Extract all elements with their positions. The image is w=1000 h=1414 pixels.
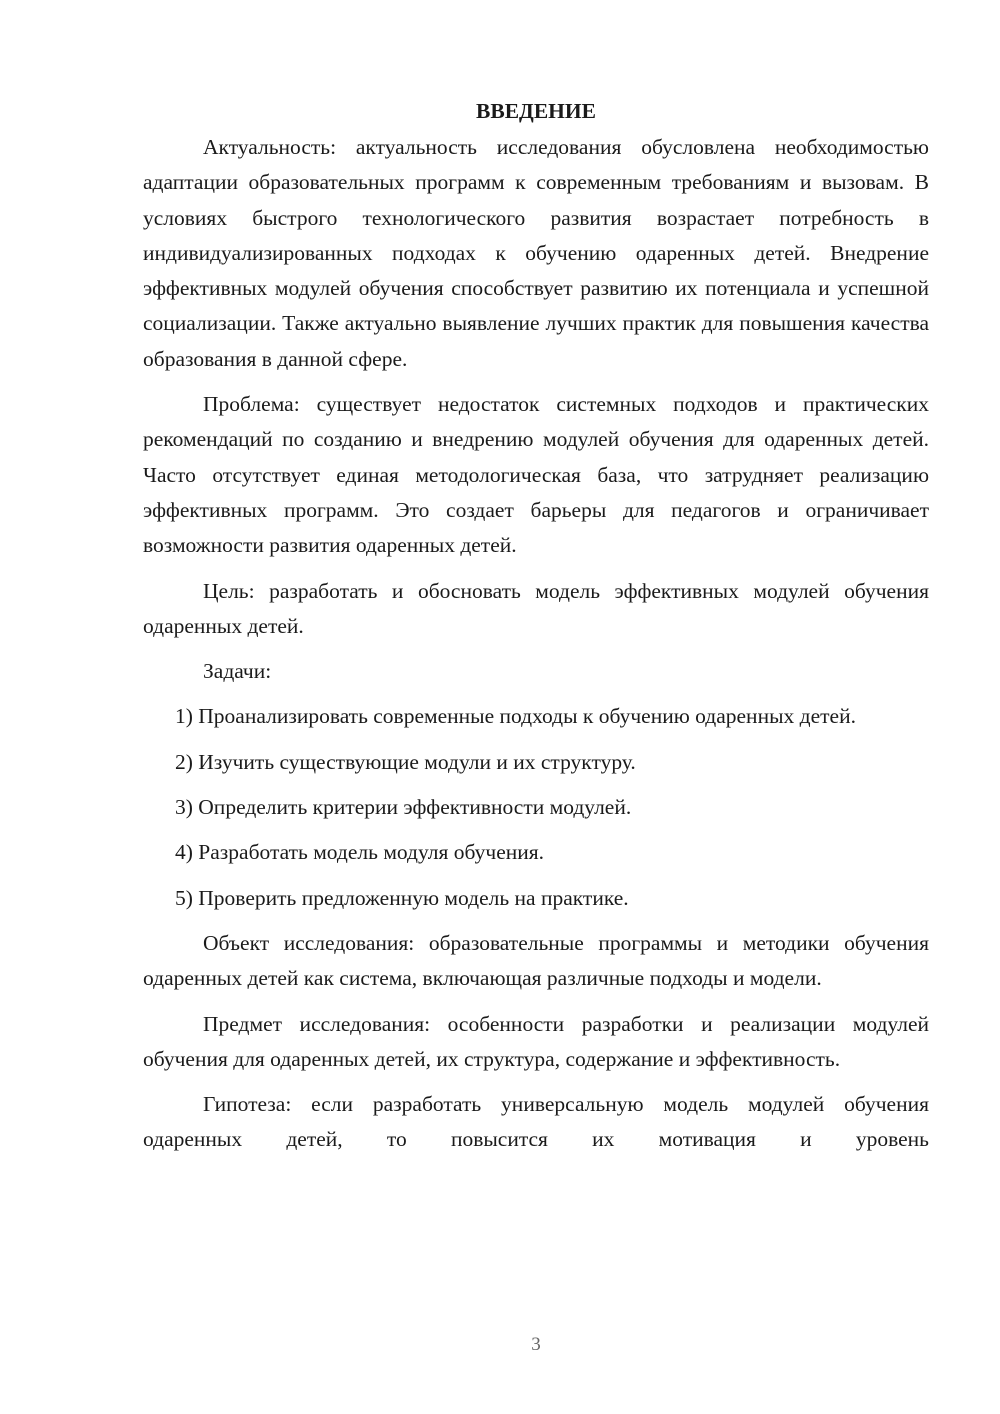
paragraph-goal: Цель: разработать и обосновать модель эффективных модулей обучения одаренных детей. xyxy=(143,578,929,638)
task-item-3: 3) Определить критерии эффективности модулей. xyxy=(175,795,632,820)
task-item-1: 1) Проанализировать современные подходы к обучению одаренных детей. xyxy=(175,704,856,729)
paragraph-relevance: Актуальность: актуальность исследования обусловлена необходимостью адаптации образовательных программ к современным требованиям и вызовам. В условиях быстрого технологического развития возрастает потребность в индивидуализированных подходах к обучению одаренных детей. Внедрение эффективных модулей обучения способствует развитию их потенциала и успешной социализации. Также актуально выявление лучших практик для повышения качества образования в данной сфере. xyxy=(143,135,929,371)
task-item-5: 5) Проверить предложенную модель на практике. xyxy=(175,885,629,910)
paragraph-subject: Предмет исследования: особенности разработки и реализации модулей обучения для одаренных детей, их структура, содержание и эффективность. xyxy=(143,1011,929,1071)
tasks-label: Задачи: xyxy=(203,659,272,684)
page-number: 3 xyxy=(531,1334,541,1355)
page-content xyxy=(143,92,929,1158)
paragraph-object: Объект исследования: образовательные программы и методики обучения одаренных детей как система, включающая различные подходы и модели. xyxy=(143,930,929,991)
task-item-2: 2) Изучить существующие модули и их структуру. xyxy=(175,749,636,774)
section-heading: ВВЕДЕНИЕ xyxy=(476,99,596,123)
paragraph-hypothesis: Гипотеза: если разработать универсальную модель модулей обучения одаренных детей, то повысится их мотивация и уровень xyxy=(143,1092,929,1152)
task-item-4: 4) Разработать модель модуля обучения. xyxy=(175,840,545,865)
paragraph-problem: Проблема: существует недостаток системных подходов и практических рекомендаций по созданию и внедрению модулей обучения для одаренных детей. Часто отсутствует единая методологическая база, что затрудняет реализацию эффективных программ. Это создает барьеры для педагогов и ограничивает возможности развития одаренных детей. xyxy=(143,392,929,558)
